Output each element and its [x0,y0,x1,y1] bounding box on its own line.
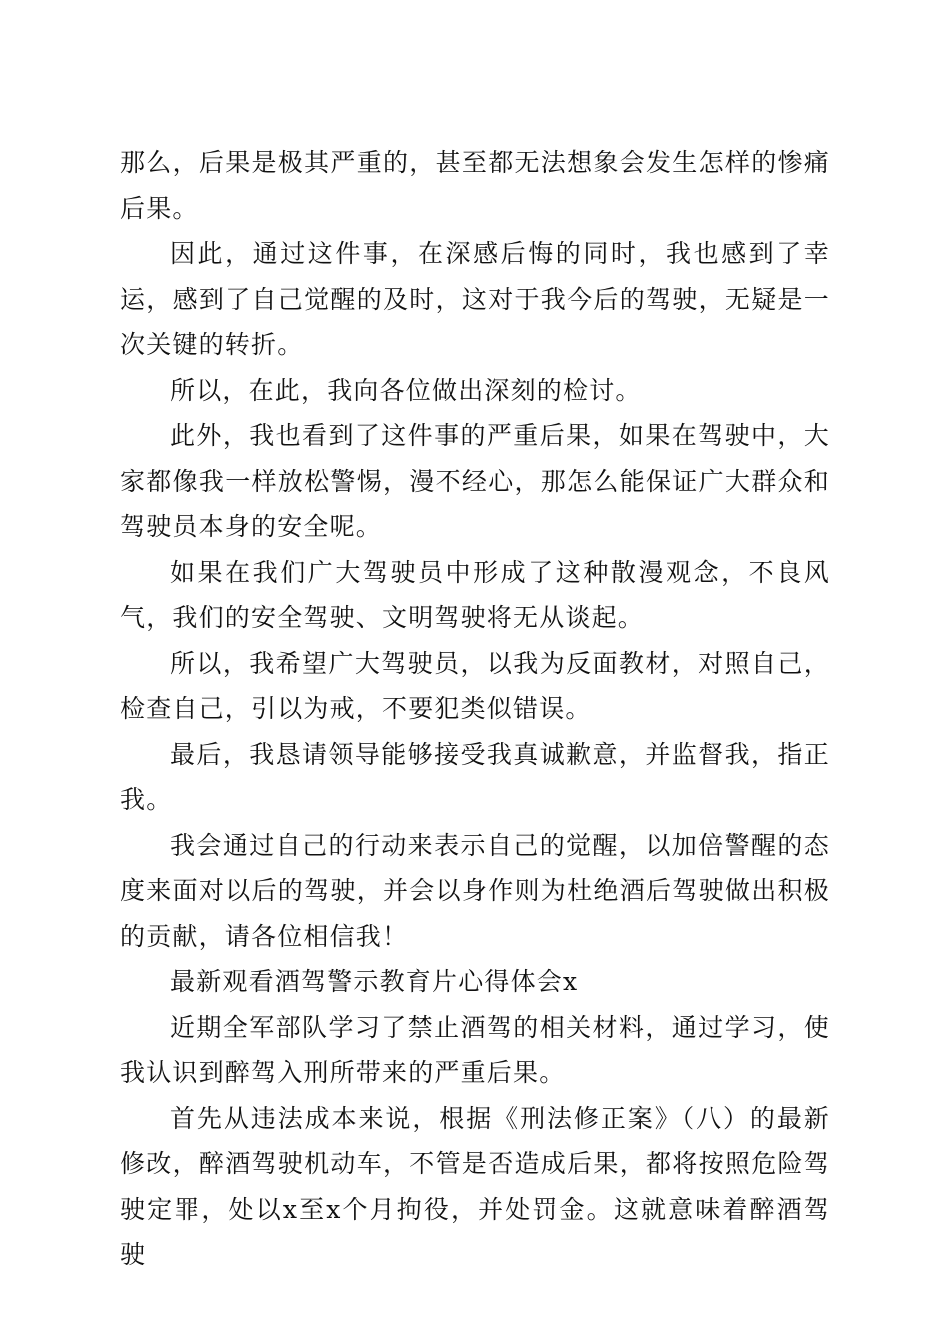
paragraph-warning: 所以，我希望广大驾驶员，以我为反面教材，对照自己，检查自己，引以为戒，不要犯类似错误。 [120,648,830,723]
paragraph-study: 近期全军部队学习了禁止酒驾的相关材料，通过学习，使我认识到醉驾入刑所带来的严重后果。 [120,1012,830,1087]
paragraph-consequence: 那么，后果是极其严重的，甚至都无法想象会发生怎样的惨痛后果。 [120,148,830,223]
paragraph-serious-consequence: 此外，我也看到了这件事的严重后果，如果在驾驶中，大家都像我一样放松警惕，漫不经心，那怎么能保证广大群众和驾驶员本身的安全呢。 [120,421,830,541]
paragraph-commitment: 我会通过自己的行动来表示自己的觉醒，以加倍警醒的态度来面对以后的驾驶，并会以身作则为杜绝酒后驾驶做出积极的贡献，请各位相信我！ [120,830,830,951]
paragraph-legal-cost: 首先从违法成本来说，根据《刑法修正案》（八）的最新修改，醉酒驾驶机动车，不管是否造成后果，都将按照危险驾驶定罪，处以x至x个月拘役，并处罚金。这就意味着醉酒驾驶 [120,1103,830,1269]
paragraph-apology: 最后，我恳请领导能够接受我真诚歉意，并监督我，指正我。 [120,739,830,814]
section-heading: 最新观看酒驾警示教育片心得体会x [170,967,579,996]
paragraph-fortunate: 因此，通过这件事，在深感后悔的同时，我也感到了幸运，感到了自己觉醒的及时，这对于我今后的驾驶，无疑是一次关键的转折。 [120,239,830,359]
document-page [120,140,830,1278]
paragraph-self-criticism: 所以，在此，我向各位做出深刻的检讨。 [170,375,642,405]
paragraph-bad-habit: 如果在我们广大驾驶员中形成了这种散漫观念，不良风气，我们的安全驾驶、文明驾驶将无从谈起。 [120,557,830,632]
